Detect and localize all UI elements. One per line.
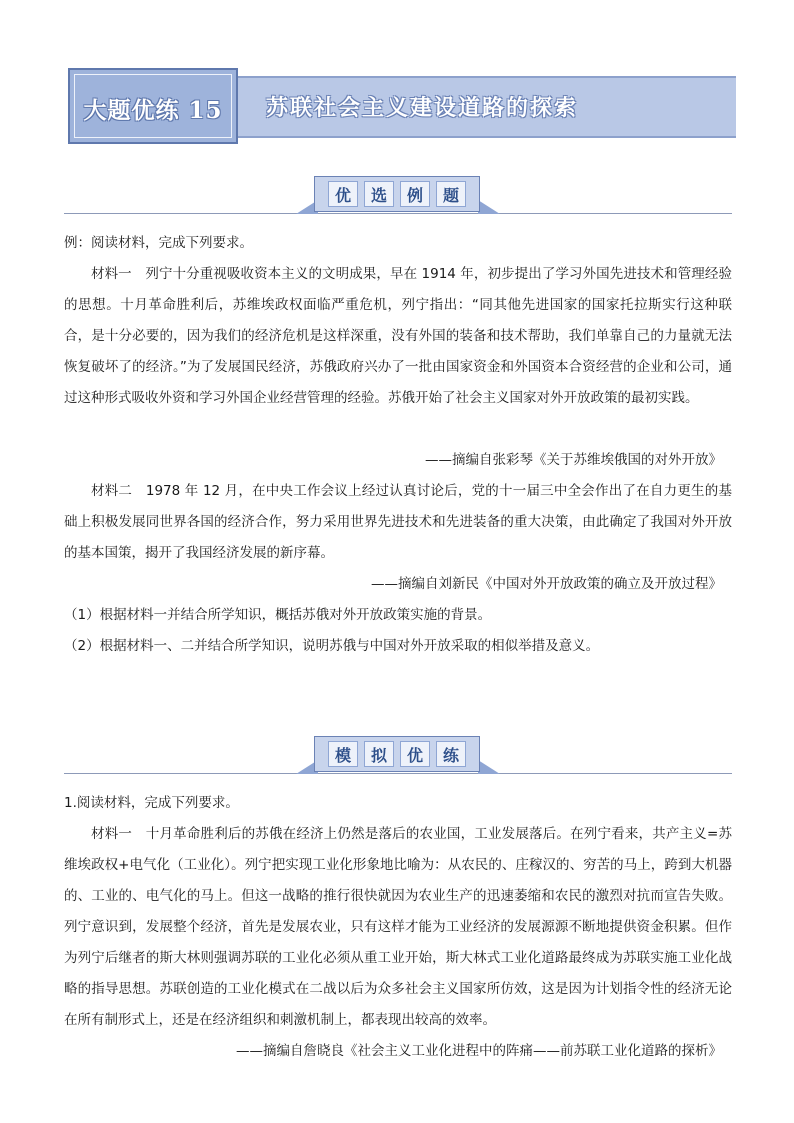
header-banner <box>68 68 736 146</box>
section-heading-char: 选 <box>364 181 394 207</box>
banner-title: 苏联社会主义建设道路的探索 <box>266 95 579 121</box>
banner-title-band <box>238 76 736 138</box>
example-question-1: （1）根据材料一并结合所学知识，概括苏俄对外开放政策实施的背景。 <box>64 607 492 623</box>
section-heading-char: 拟 <box>364 741 394 767</box>
section-heading-examples <box>64 176 732 216</box>
example-intro: 例：阅读材料，完成下列要求。 <box>64 235 253 251</box>
section-heading-char: 例 <box>400 181 430 207</box>
practice-intro: 1.阅读材料，完成下列要求。 <box>64 795 239 811</box>
example-material-2-source: ——摘编自刘新民《中国对外开放政策的确立及开放过程》 <box>371 576 722 592</box>
section-heading-char: 题 <box>436 181 466 207</box>
example-question-2: （2）根据材料一、二并结合所学知识，说明苏俄与中国对外开放采取的相似举措及意义。 <box>64 638 600 654</box>
example-material-1: 材料一 列宁十分重视吸收资本主义的文明成果，早在 1914 年，初步提出了学习外国先进技术和管理经验的思想。十月革命胜利后，苏维埃政权面临严重危机，列宁指出：“同其他先进国家的国家托拉斯实行这种联合，是十分必要的，因为我们的经济危机是这样深重，没有外国的装备和技术帮助，我们单靠自己的力量就无法恢复破坏了的经济。”为了发展国民经济，苏俄政府兴办了一批由国家资金和外国资本合资经营的企业和公司，通过这种形式吸收外资和学习外国企业经营管理的经验。苏俄开始了社会主义国家对外开放政策的最初实践。 <box>64 266 732 406</box>
banner-tag: 大题优练 15 <box>83 97 223 124</box>
section-heading-char: 模 <box>328 741 358 767</box>
section-heading-char: 练 <box>436 741 466 767</box>
practice-material-1-source: ——摘编自詹晓良《社会主义工业化进程中的阵痛——前苏联工业化道路的探析》 <box>236 1043 722 1059</box>
section-heading-char: 优 <box>328 181 358 207</box>
section-heading-char: 优 <box>400 741 430 767</box>
example-material-2: 材料二 1978 年 12 月，在中央工作会议上经过认真讨论后，党的十一届三中全会作出了在自力更生的基础上积极发展同世界各国的经济合作，努力采用世界先进技术和先进装备的重大决策，由此确定了我国对外开放的基本国策，揭开了我国经济发展的新序幕。 <box>64 483 732 561</box>
practice-material-1: 材料一 十月革命胜利后的苏俄在经济上仍然是落后的农业国，工业发展落后。在列宁看来，共产主义=苏维埃政权+电气化（工业化）。列宁把实现工业化形象地比喻为：从农民的、庄稼汉的、穷苦的马上，跨到大机器的、工业的、电气化的马上。但这一战略的推行很快就因为农业生产的迅速萎缩和农民的激烈对抗而宣告失败。列宁意识到，发展整个经济，首先是发展农业，只有这样才能为工业经济的发展源源不断地提供资金积累。但作为列宁后继者的斯大林则强调苏联的工业化必须从重工业开始，斯大林式工业化道路最终成为苏联实施工业化战略的指导思想。苏联创造的工业化模式在二战以后为众多社会主义国家所仿效，这是因为计划指令性的经济无论在所有制形式上，还是在经济组织和刺激机制上，都表现出较高的效率。 <box>64 826 732 1028</box>
example-material-1-source: ——摘编自张彩琴《关于苏维埃俄国的对外开放》 <box>425 452 722 468</box>
banner-tag-box <box>68 68 238 144</box>
section-heading-practice <box>64 736 732 776</box>
